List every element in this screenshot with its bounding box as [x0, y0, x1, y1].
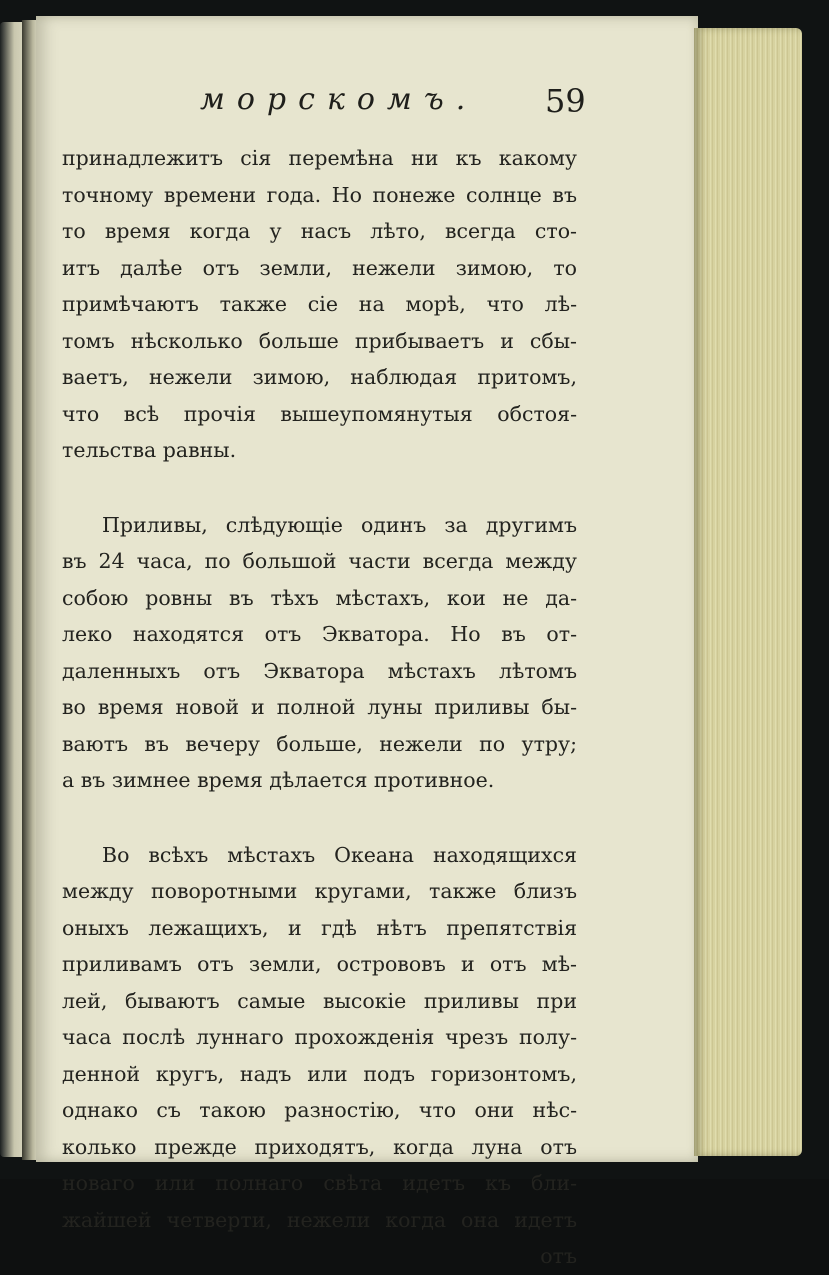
text-line: принадлежитъ сія перемѣна ни къ какому	[62, 146, 577, 170]
running-title: морскомъ.	[200, 82, 478, 117]
page-number: 59	[545, 82, 586, 120]
text-line: леко находятся отъ Экватора. Но въ от-	[62, 622, 577, 646]
page-header	[200, 82, 620, 132]
text-line: собою ровны въ тѣхъ мѣстахъ, кои не да-	[62, 585, 577, 610]
text-line: ваетъ, нежели зимою, наблюдая притомъ,	[62, 365, 577, 389]
paragraph	[62, 837, 577, 1239]
text-line: колько прежде приходятъ, когда луна отъ	[62, 1134, 577, 1159]
text-line: а въ зимнее время дѣлается противное.	[62, 768, 495, 792]
text-line: денной кругъ, надъ или подъ горизонтомъ,	[62, 1061, 577, 1086]
text-line: Во всѣхъ мѣстахъ Океана находящихся	[102, 842, 577, 867]
text-line: новаго или полнаго свѣта идетъ къ бли-	[62, 1171, 577, 1195]
paragraph	[62, 507, 577, 799]
paragraph	[62, 140, 577, 469]
text-line: примѣчаютъ также сіе на морѣ, что лѣ-	[62, 292, 577, 316]
paragraph-gap	[62, 799, 577, 837]
body-text	[62, 140, 577, 1275]
text-line: точному времени года. Но понеже солнце въ	[62, 182, 577, 207]
text-line: тельства равны.	[62, 438, 237, 462]
text-line: даленныхъ отъ Экватора мѣстахъ лѣтомъ	[62, 658, 577, 683]
text-line: однако съ такою разностію, что они нѣс-	[62, 1098, 577, 1122]
text-line: лей, бываютъ самые высокіе приливы при	[62, 988, 577, 1013]
text-line: Приливы, слѣдующіе одинъ за другимъ	[102, 512, 577, 537]
text-line: во время новой и полной луны приливы бы-	[62, 695, 577, 719]
text-line: оныхъ лежащихъ, и гдѣ нѣтъ препятствія	[62, 915, 577, 940]
text-line: ваютъ въ вечеру больше, нежели по утру;	[62, 731, 577, 756]
text-line: то время когда у насъ лѣто, всегда сто-	[62, 219, 577, 243]
catchword: отъ	[540, 1244, 577, 1268]
text-line: приливамъ отъ земли, острововъ и отъ мѣ-	[62, 952, 577, 976]
text-line: жайшей четверти, нежели когда она идетъ	[62, 1207, 577, 1232]
page-fore-edge	[694, 28, 802, 1156]
text-line: что всѣ прочія вышеупомянутыя обстоя-	[62, 401, 577, 426]
text-line: итъ далѣе отъ земли, нежели зимою, то	[62, 255, 577, 280]
text-line: томъ нѣсколько больше прибываетъ и сбы-	[62, 328, 577, 353]
text-line: часа послѣ луннаго прохожденія чрезъ полу-	[62, 1025, 577, 1049]
text-line: въ 24 часа, по большой части всегда между	[62, 549, 577, 573]
text-line: между поворотными кругами, также близъ	[62, 879, 577, 903]
paragraph-gap	[62, 469, 577, 507]
